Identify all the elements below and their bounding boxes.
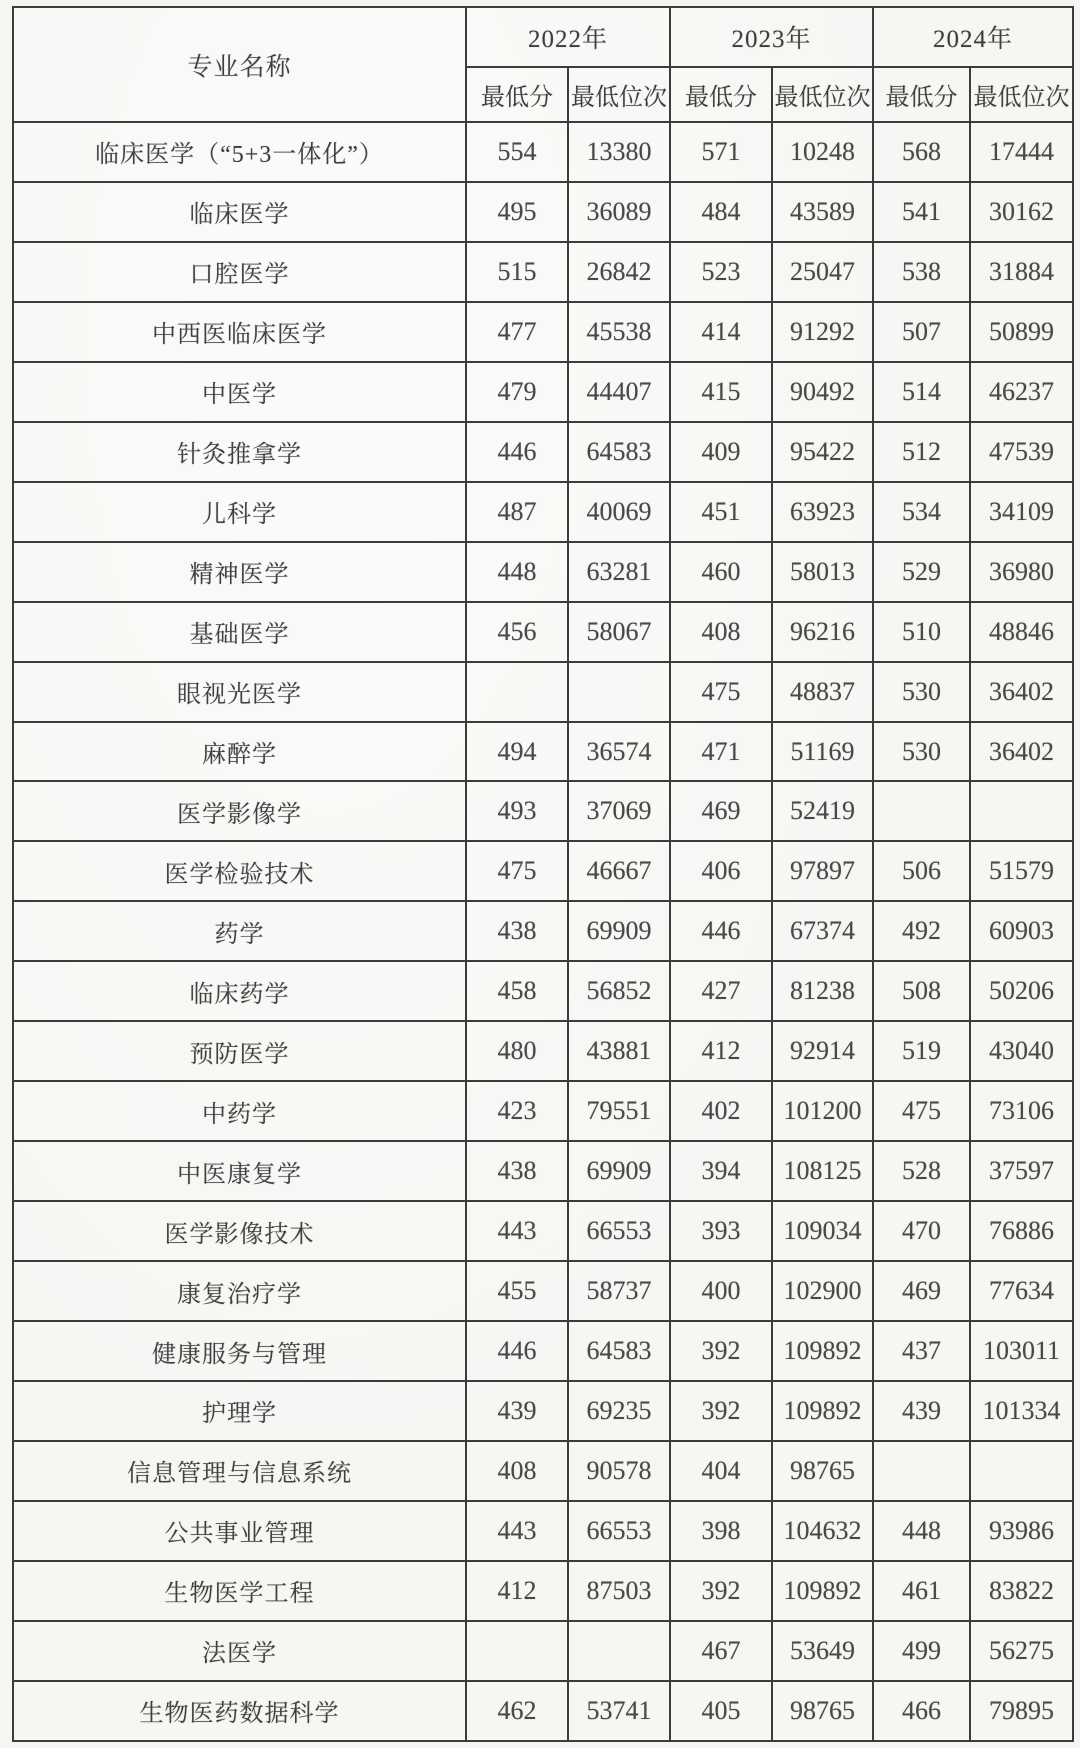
table-row xyxy=(13,482,1073,542)
value-cell: 69235 xyxy=(568,1381,670,1441)
table-row xyxy=(13,662,1073,722)
value-cell: 37069 xyxy=(568,781,670,841)
major-name-cell: 麻醉学 xyxy=(13,722,466,782)
value-cell: 17444 xyxy=(970,122,1073,182)
value-cell: 487 xyxy=(466,482,568,542)
value-cell: 81238 xyxy=(772,961,873,1021)
value-cell: 36089 xyxy=(568,182,670,242)
min-rank-header-2022: 最低位次 xyxy=(568,67,670,122)
value-cell: 51579 xyxy=(970,841,1073,901)
value-cell: 446 xyxy=(466,422,568,482)
major-name-cell: 生物医药数据科学 xyxy=(13,1681,466,1741)
value-cell: 462 xyxy=(466,1681,568,1741)
value-cell: 91292 xyxy=(772,302,873,362)
value-cell: 470 xyxy=(873,1201,970,1261)
value-cell: 408 xyxy=(466,1441,568,1501)
value-cell: 530 xyxy=(873,662,970,722)
value-cell: 40069 xyxy=(568,482,670,542)
value-cell: 66553 xyxy=(568,1201,670,1261)
value-cell: 101200 xyxy=(772,1081,873,1141)
value-cell: 25047 xyxy=(772,242,873,302)
value-cell: 31884 xyxy=(970,242,1073,302)
major-name-cell: 基础医学 xyxy=(13,602,466,662)
table-row xyxy=(13,242,1073,302)
value-cell: 64583 xyxy=(568,422,670,482)
min-score-header-2022: 最低分 xyxy=(466,67,568,122)
value-cell: 36402 xyxy=(970,662,1073,722)
value-cell: 98765 xyxy=(772,1441,873,1501)
value-cell: 26842 xyxy=(568,242,670,302)
value-cell: 519 xyxy=(873,1021,970,1081)
table-row xyxy=(13,362,1073,422)
value-cell: 394 xyxy=(670,1141,772,1201)
value-cell: 97897 xyxy=(772,841,873,901)
value-cell: 455 xyxy=(466,1261,568,1321)
value-cell: 393 xyxy=(670,1201,772,1261)
min-rank-header-2024: 最低位次 xyxy=(970,67,1073,122)
major-name-cell: 信息管理与信息系统 xyxy=(13,1441,466,1501)
value-cell: 60903 xyxy=(970,901,1073,961)
major-name-cell: 眼视光医学 xyxy=(13,662,466,722)
major-name-header: 专业名称 xyxy=(13,7,466,122)
major-name-cell: 医学影像技术 xyxy=(13,1201,466,1261)
value-cell: 475 xyxy=(466,841,568,901)
value-cell: 439 xyxy=(873,1381,970,1441)
table-row xyxy=(13,302,1073,362)
major-name-cell: 护理学 xyxy=(13,1381,466,1441)
value-cell: 466 xyxy=(873,1681,970,1741)
major-name-cell: 健康服务与管理 xyxy=(13,1321,466,1381)
value-cell: 10248 xyxy=(772,122,873,182)
value-cell: 529 xyxy=(873,542,970,602)
major-name-cell: 法医学 xyxy=(13,1621,466,1681)
value-cell: 443 xyxy=(466,1201,568,1261)
table-row xyxy=(13,1021,1073,1081)
value-cell: 48846 xyxy=(970,602,1073,662)
value-cell: 92914 xyxy=(772,1021,873,1081)
value-cell: 412 xyxy=(670,1021,772,1081)
value-cell: 51169 xyxy=(772,722,873,782)
value-cell: 443 xyxy=(466,1501,568,1561)
value-cell: 415 xyxy=(670,362,772,422)
value-cell: 46237 xyxy=(970,362,1073,422)
value-cell: 66553 xyxy=(568,1501,670,1561)
admission-scores-table xyxy=(12,6,1074,1742)
major-name-cell: 临床医学（“5+3一体化”） xyxy=(13,122,466,182)
table-row xyxy=(13,1681,1073,1741)
value-cell: 398 xyxy=(670,1501,772,1561)
value-cell: 484 xyxy=(670,182,772,242)
table-row xyxy=(13,781,1073,841)
value-cell: 90578 xyxy=(568,1441,670,1501)
table-row xyxy=(13,841,1073,901)
major-name-cell: 中医学 xyxy=(13,362,466,422)
value-cell: 437 xyxy=(873,1321,970,1381)
value-cell: 79551 xyxy=(568,1081,670,1141)
value-cell: 493 xyxy=(466,781,568,841)
value-cell: 475 xyxy=(873,1081,970,1141)
major-name-cell: 临床医学 xyxy=(13,182,466,242)
major-name-cell: 生物医学工程 xyxy=(13,1561,466,1621)
value-cell: 77634 xyxy=(970,1261,1073,1321)
table-header xyxy=(13,7,1073,122)
value-cell xyxy=(970,781,1073,841)
table-row xyxy=(13,1561,1073,1621)
value-cell: 507 xyxy=(873,302,970,362)
table-row xyxy=(13,1381,1073,1441)
major-name-cell: 预防医学 xyxy=(13,1021,466,1081)
value-cell: 438 xyxy=(466,901,568,961)
value-cell: 423 xyxy=(466,1081,568,1141)
value-cell: 414 xyxy=(670,302,772,362)
value-cell: 13380 xyxy=(568,122,670,182)
value-cell: 451 xyxy=(670,482,772,542)
value-cell: 69909 xyxy=(568,1141,670,1201)
value-cell: 508 xyxy=(873,961,970,1021)
table-row xyxy=(13,1621,1073,1681)
value-cell: 469 xyxy=(873,1261,970,1321)
value-cell: 467 xyxy=(670,1621,772,1681)
value-cell: 34109 xyxy=(970,482,1073,542)
major-name-cell: 公共事业管理 xyxy=(13,1501,466,1561)
value-cell: 64583 xyxy=(568,1321,670,1381)
major-name-cell: 精神医学 xyxy=(13,542,466,602)
value-cell: 58067 xyxy=(568,602,670,662)
table-row xyxy=(13,602,1073,662)
value-cell: 456 xyxy=(466,602,568,662)
value-cell: 480 xyxy=(466,1021,568,1081)
value-cell: 79895 xyxy=(970,1681,1073,1741)
value-cell: 534 xyxy=(873,482,970,542)
value-cell: 568 xyxy=(873,122,970,182)
value-cell: 446 xyxy=(670,901,772,961)
value-cell: 52419 xyxy=(772,781,873,841)
value-cell: 541 xyxy=(873,182,970,242)
value-cell: 109034 xyxy=(772,1201,873,1261)
value-cell: 53741 xyxy=(568,1681,670,1741)
table-row xyxy=(13,422,1073,482)
value-cell: 44407 xyxy=(568,362,670,422)
table-row xyxy=(13,1201,1073,1261)
value-cell: 392 xyxy=(670,1561,772,1621)
value-cell: 402 xyxy=(670,1081,772,1141)
value-cell: 448 xyxy=(873,1501,970,1561)
value-cell: 30162 xyxy=(970,182,1073,242)
value-cell: 404 xyxy=(670,1441,772,1501)
value-cell: 538 xyxy=(873,242,970,302)
value-cell xyxy=(970,1441,1073,1501)
table-row xyxy=(13,1081,1073,1141)
table-row xyxy=(13,1501,1073,1561)
value-cell: 53649 xyxy=(772,1621,873,1681)
table-row xyxy=(13,961,1073,1021)
value-cell: 102900 xyxy=(772,1261,873,1321)
value-cell: 495 xyxy=(466,182,568,242)
value-cell: 427 xyxy=(670,961,772,1021)
major-name-cell: 针灸推拿学 xyxy=(13,422,466,482)
value-cell: 512 xyxy=(873,422,970,482)
value-cell: 50899 xyxy=(970,302,1073,362)
value-cell xyxy=(873,781,970,841)
value-cell: 108125 xyxy=(772,1141,873,1201)
value-cell: 530 xyxy=(873,722,970,782)
value-cell: 499 xyxy=(873,1621,970,1681)
table-row xyxy=(13,722,1073,782)
value-cell: 58013 xyxy=(772,542,873,602)
value-cell: 392 xyxy=(670,1321,772,1381)
value-cell: 475 xyxy=(670,662,772,722)
value-cell: 406 xyxy=(670,841,772,901)
table-row xyxy=(13,182,1073,242)
value-cell: 104632 xyxy=(772,1501,873,1561)
value-cell: 36402 xyxy=(970,722,1073,782)
value-cell: 46667 xyxy=(568,841,670,901)
value-cell: 514 xyxy=(873,362,970,422)
major-name-cell: 康复治疗学 xyxy=(13,1261,466,1321)
value-cell xyxy=(466,1621,568,1681)
value-cell: 439 xyxy=(466,1381,568,1441)
major-name-cell: 儿科学 xyxy=(13,482,466,542)
value-cell: 73106 xyxy=(970,1081,1073,1141)
table-body xyxy=(13,122,1073,1741)
table-row xyxy=(13,1141,1073,1201)
value-cell: 446 xyxy=(466,1321,568,1381)
year-header-2023: 2023年 xyxy=(670,7,873,67)
value-cell: 506 xyxy=(873,841,970,901)
value-cell: 412 xyxy=(466,1561,568,1621)
major-name-cell: 中西医临床医学 xyxy=(13,302,466,362)
min-score-header-2024: 最低分 xyxy=(873,67,970,122)
value-cell: 63281 xyxy=(568,542,670,602)
value-cell: 448 xyxy=(466,542,568,602)
value-cell: 95422 xyxy=(772,422,873,482)
table-row xyxy=(13,901,1073,961)
value-cell xyxy=(568,1621,670,1681)
value-cell: 37597 xyxy=(970,1141,1073,1201)
value-cell: 43881 xyxy=(568,1021,670,1081)
table-row xyxy=(13,542,1073,602)
year-header-row xyxy=(13,7,1073,67)
value-cell: 400 xyxy=(670,1261,772,1321)
value-cell: 458 xyxy=(466,961,568,1021)
value-cell: 510 xyxy=(873,602,970,662)
value-cell: 471 xyxy=(670,722,772,782)
value-cell: 45538 xyxy=(568,302,670,362)
value-cell: 109892 xyxy=(772,1321,873,1381)
major-name-cell: 医学影像学 xyxy=(13,781,466,841)
value-cell: 477 xyxy=(466,302,568,362)
value-cell: 48837 xyxy=(772,662,873,722)
value-cell: 93986 xyxy=(970,1501,1073,1561)
major-name-cell: 临床药学 xyxy=(13,961,466,1021)
value-cell: 109892 xyxy=(772,1381,873,1441)
value-cell: 103011 xyxy=(970,1321,1073,1381)
value-cell: 438 xyxy=(466,1141,568,1201)
value-cell: 69909 xyxy=(568,901,670,961)
value-cell: 83822 xyxy=(970,1561,1073,1621)
table-row xyxy=(13,1321,1073,1381)
value-cell: 47539 xyxy=(970,422,1073,482)
value-cell: 90492 xyxy=(772,362,873,422)
value-cell: 56852 xyxy=(568,961,670,1021)
value-cell xyxy=(568,662,670,722)
value-cell xyxy=(466,662,568,722)
value-cell: 87503 xyxy=(568,1561,670,1621)
min-rank-header-2023: 最低位次 xyxy=(772,67,873,122)
value-cell: 461 xyxy=(873,1561,970,1621)
min-score-header-2023: 最低分 xyxy=(670,67,772,122)
value-cell: 43040 xyxy=(970,1021,1073,1081)
document-page xyxy=(12,6,1072,1742)
value-cell: 408 xyxy=(670,602,772,662)
value-cell: 492 xyxy=(873,901,970,961)
value-cell: 101334 xyxy=(970,1381,1073,1441)
table-row xyxy=(13,1261,1073,1321)
value-cell: 50206 xyxy=(970,961,1073,1021)
major-name-cell: 中药学 xyxy=(13,1081,466,1141)
value-cell xyxy=(873,1441,970,1501)
value-cell: 36574 xyxy=(568,722,670,782)
value-cell: 528 xyxy=(873,1141,970,1201)
value-cell: 98765 xyxy=(772,1681,873,1741)
major-name-cell: 药学 xyxy=(13,901,466,961)
major-name-cell: 医学检验技术 xyxy=(13,841,466,901)
value-cell: 58737 xyxy=(568,1261,670,1321)
value-cell: 479 xyxy=(466,362,568,422)
value-cell: 109892 xyxy=(772,1561,873,1621)
value-cell: 43589 xyxy=(772,182,873,242)
major-name-cell: 口腔医学 xyxy=(13,242,466,302)
value-cell: 63923 xyxy=(772,482,873,542)
value-cell: 392 xyxy=(670,1381,772,1441)
value-cell: 469 xyxy=(670,781,772,841)
major-name-cell: 中医康复学 xyxy=(13,1141,466,1201)
table-row xyxy=(13,1441,1073,1501)
year-header-2024: 2024年 xyxy=(873,7,1073,67)
table-row xyxy=(13,122,1073,182)
value-cell: 494 xyxy=(466,722,568,782)
value-cell: 96216 xyxy=(772,602,873,662)
year-header-2022: 2022年 xyxy=(466,7,670,67)
value-cell: 571 xyxy=(670,122,772,182)
value-cell: 409 xyxy=(670,422,772,482)
value-cell: 56275 xyxy=(970,1621,1073,1681)
value-cell: 523 xyxy=(670,242,772,302)
value-cell: 67374 xyxy=(772,901,873,961)
value-cell: 405 xyxy=(670,1681,772,1741)
value-cell: 554 xyxy=(466,122,568,182)
value-cell: 76886 xyxy=(970,1201,1073,1261)
value-cell: 460 xyxy=(670,542,772,602)
value-cell: 36980 xyxy=(970,542,1073,602)
value-cell: 515 xyxy=(466,242,568,302)
